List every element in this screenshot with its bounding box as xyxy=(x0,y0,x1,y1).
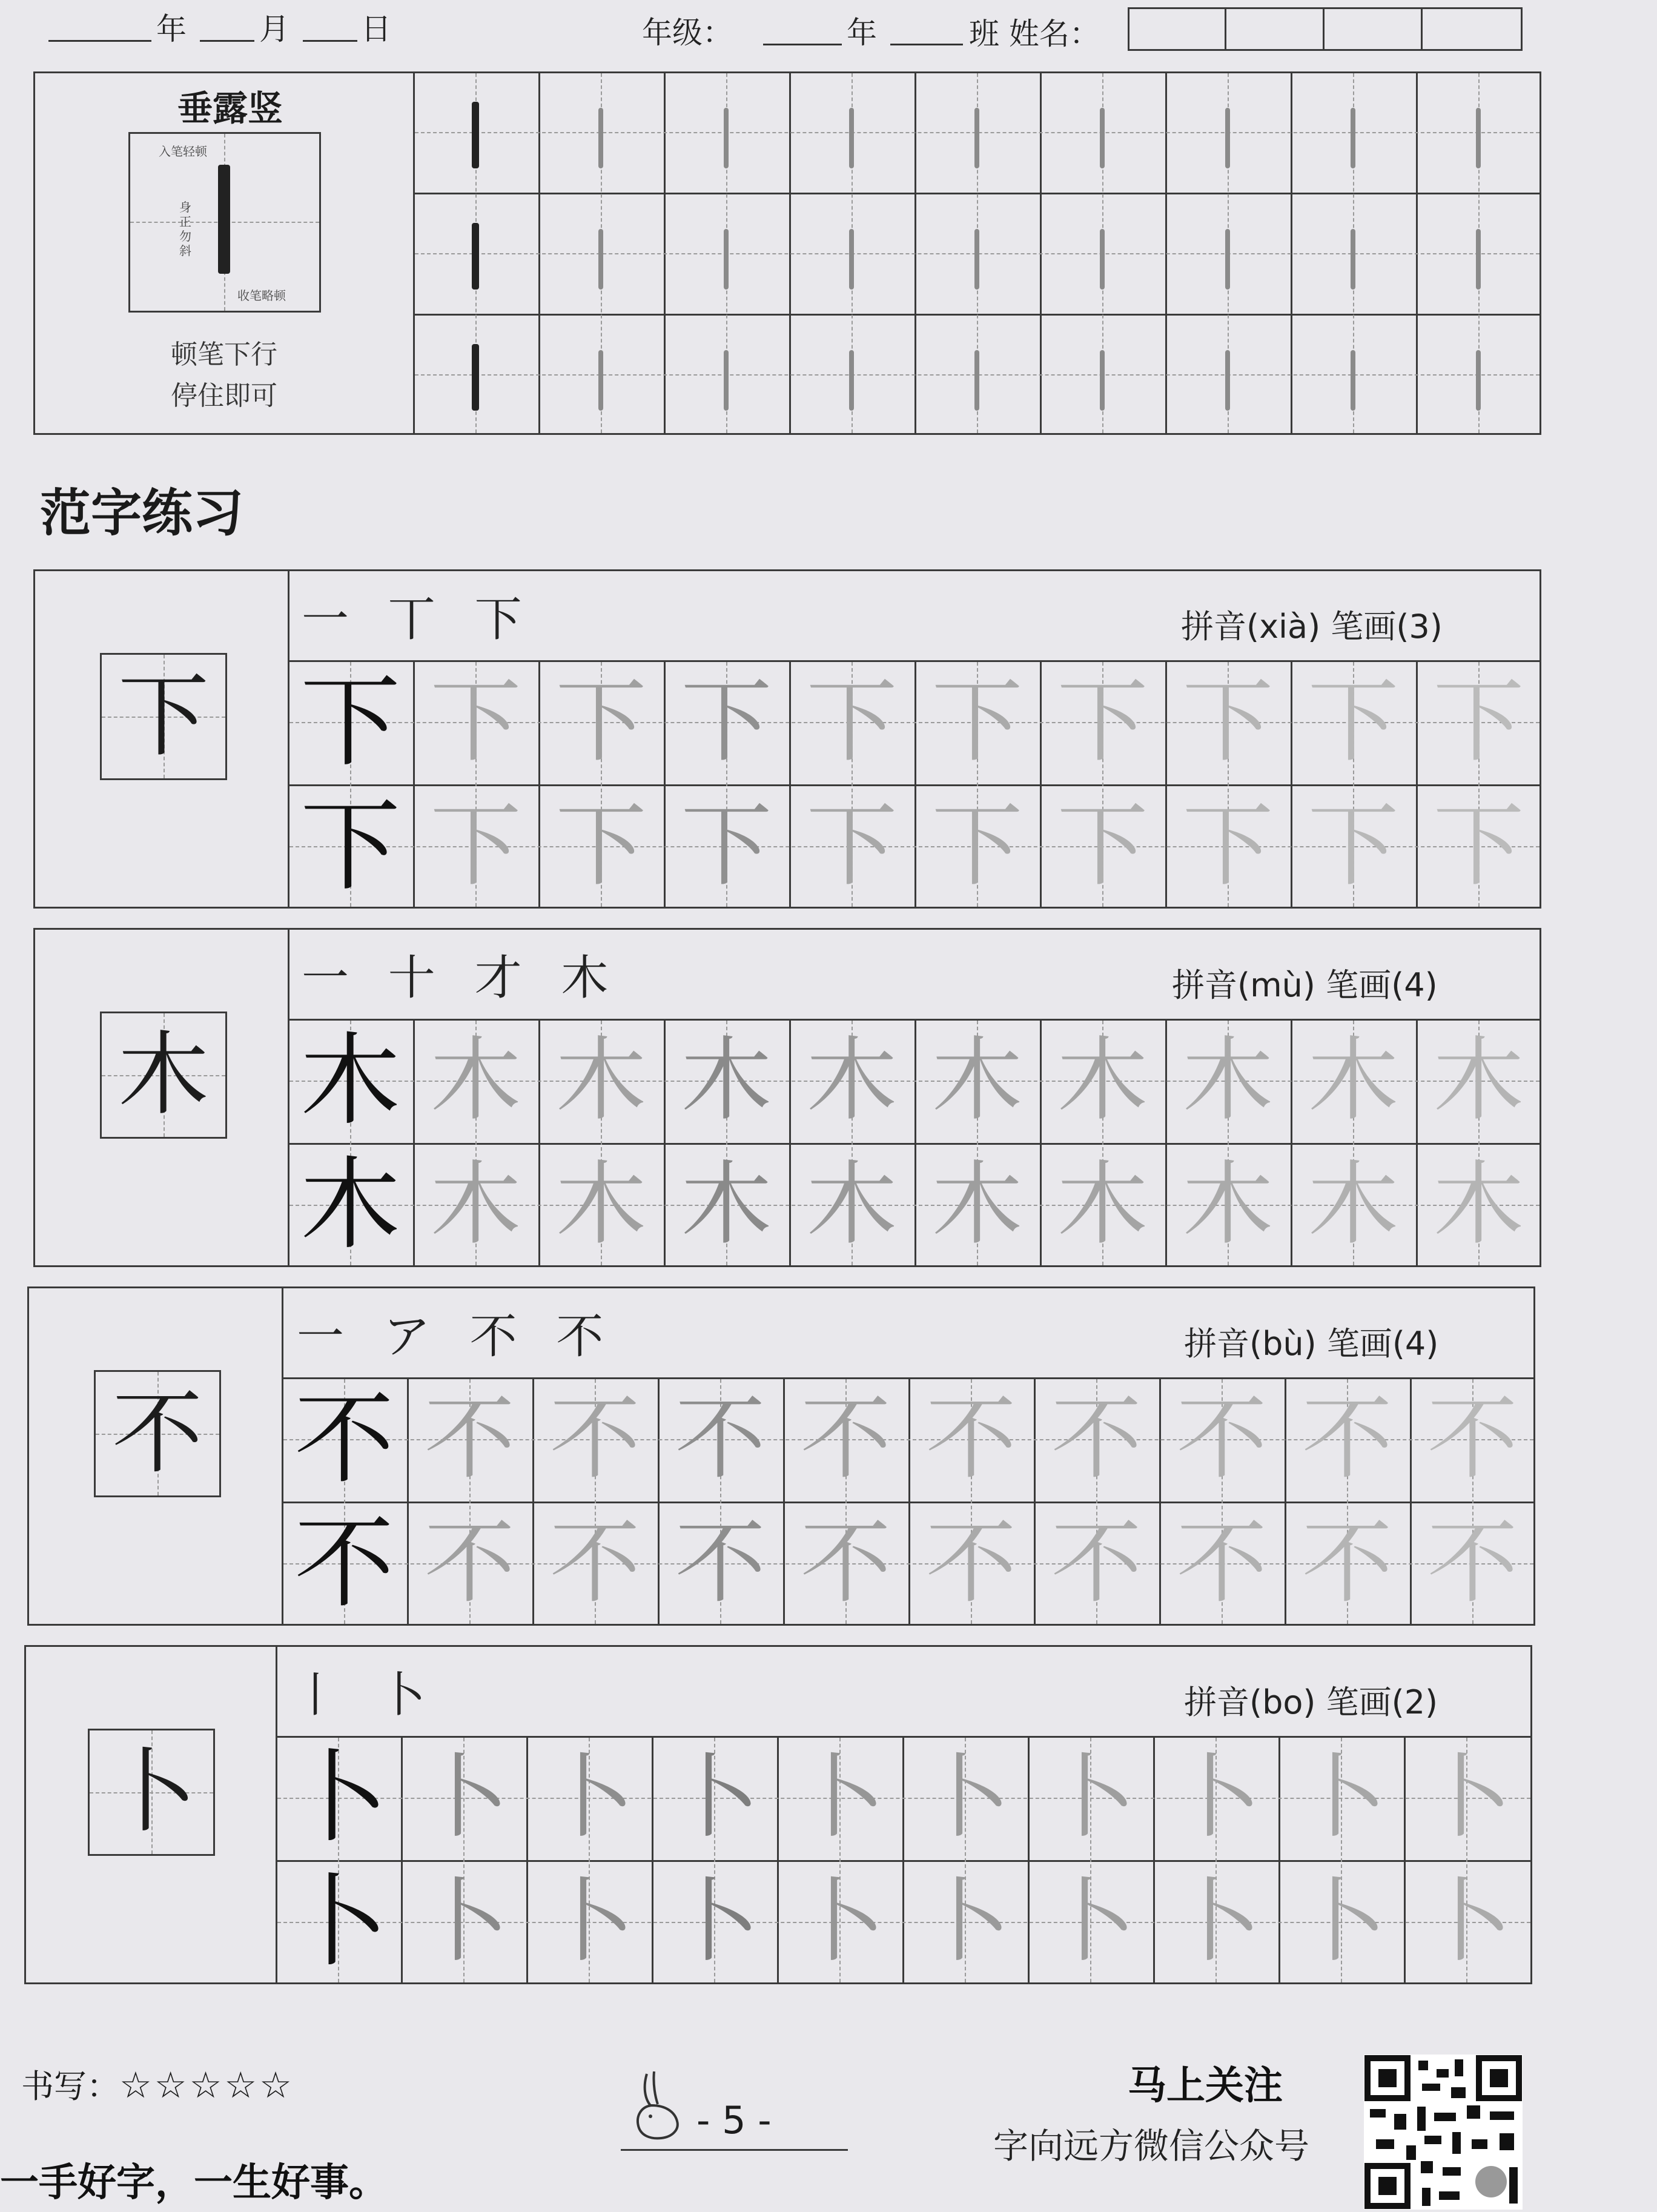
month-label: 月 xyxy=(259,12,289,47)
traced-char: 不 xyxy=(549,1386,641,1492)
pencil-stroke xyxy=(849,350,854,411)
traced-char: 下 xyxy=(555,793,647,899)
traced-char: 木 xyxy=(1433,1028,1524,1133)
pencil-stroke xyxy=(1351,108,1355,168)
pencil-stroke xyxy=(849,229,854,290)
traced-char: 不 xyxy=(1427,1511,1518,1616)
stroke-count-label: 笔画 xyxy=(1326,1325,1392,1363)
model-char: 木 xyxy=(300,1147,400,1263)
traced-char: 不 xyxy=(925,1386,1017,1492)
traced-char: 不 xyxy=(675,1511,766,1616)
traced-char: 卜 xyxy=(1170,1869,1262,1975)
traced-char: 卜 xyxy=(794,1869,885,1975)
traced-char: 木 xyxy=(681,1152,772,1257)
pinyin-label: 拼音 xyxy=(1172,966,1237,1004)
pencil-stroke xyxy=(1225,108,1230,168)
traced-char: 下 xyxy=(1057,793,1148,899)
grade-label: 年级： xyxy=(642,15,733,50)
pencil-stroke xyxy=(1476,108,1481,168)
stroke-count-label: 笔画 xyxy=(1326,1683,1392,1721)
traced-char: 木 xyxy=(1057,1028,1148,1133)
traced-char: 卜 xyxy=(543,1745,635,1850)
model-char: 不 xyxy=(111,1381,203,1486)
diagram-note: 收笔略顿 xyxy=(237,288,286,303)
traced-char: 下 xyxy=(430,669,521,775)
diagram-note: 入笔轻顿 xyxy=(159,144,207,159)
traced-char: 不 xyxy=(1051,1511,1142,1616)
pencil-stroke xyxy=(1225,350,1230,411)
pencil-stroke xyxy=(974,350,979,411)
year-blank[interactable] xyxy=(48,10,151,42)
traced-char: 木 xyxy=(555,1152,647,1257)
traced-char: 木 xyxy=(1182,1028,1274,1133)
stroke-count-value: (2) xyxy=(1391,1683,1438,1721)
traced-char: 不 xyxy=(1051,1386,1142,1492)
traced-char: 卜 xyxy=(418,1745,509,1850)
pencil-stroke xyxy=(724,229,729,290)
pencil-stroke xyxy=(974,108,979,168)
traced-char: 不 xyxy=(1301,1386,1393,1492)
traced-char: 下 xyxy=(1182,669,1274,775)
grade-blank[interactable] xyxy=(763,13,842,45)
traced-char: 木 xyxy=(681,1028,772,1133)
traced-char: 下 xyxy=(806,669,898,775)
traced-char: 卜 xyxy=(1295,1869,1387,1975)
stroke-order: 一 十 才 木 xyxy=(302,951,621,1005)
traced-char: 木 xyxy=(1057,1152,1148,1257)
traced-char: 不 xyxy=(1176,1511,1268,1616)
traced-char: 木 xyxy=(1308,1028,1399,1133)
stroke-order: 一 丅 下 xyxy=(302,592,534,647)
pencil-stroke xyxy=(974,229,979,290)
pencil-stroke xyxy=(598,108,603,168)
pinyin-value: (xià) xyxy=(1246,608,1321,646)
stroke-order: 丨 卜 xyxy=(292,1668,438,1723)
traced-char: 卜 xyxy=(919,1869,1011,1975)
traced-char: 不 xyxy=(424,1386,515,1492)
traced-char: 木 xyxy=(1182,1152,1274,1257)
traced-char: 木 xyxy=(1433,1152,1524,1257)
traced-char: 下 xyxy=(430,793,521,899)
traced-char: 下 xyxy=(931,793,1023,899)
model-char: 木 xyxy=(117,1022,209,1128)
pinyin-info xyxy=(1184,1318,1438,1365)
day-blank[interactable] xyxy=(303,10,357,42)
traced-char: 不 xyxy=(1427,1386,1518,1492)
pencil-stroke xyxy=(598,229,603,290)
stroke-count-label: 笔画 xyxy=(1326,966,1392,1004)
traced-char: 下 xyxy=(1308,793,1399,899)
pencil-stroke xyxy=(1100,108,1105,168)
traced-char: 木 xyxy=(555,1028,647,1133)
pencil-stroke xyxy=(1351,350,1355,411)
pinyin-label: 拼音 xyxy=(1184,1683,1249,1721)
pencil-stroke xyxy=(1225,229,1230,290)
traced-char: 卜 xyxy=(669,1745,760,1850)
pinyin-value: (bù) xyxy=(1249,1325,1317,1363)
traced-char: 不 xyxy=(1301,1511,1393,1616)
traced-char: 不 xyxy=(675,1386,766,1492)
section-title: 范字练习 xyxy=(40,483,244,543)
follow-subtitle: 字向远方微信公众号 xyxy=(993,2125,1310,2167)
model-char: 卜 xyxy=(288,1740,388,1856)
traced-char: 木 xyxy=(931,1152,1023,1257)
traced-char: 下 xyxy=(681,669,772,775)
class-blank[interactable] xyxy=(890,13,963,45)
traced-char: 卜 xyxy=(1421,1869,1512,1975)
pinyin-info xyxy=(1184,1677,1438,1723)
pinyin-info xyxy=(1172,959,1438,1006)
traced-char: 木 xyxy=(806,1152,898,1257)
traced-char: 卜 xyxy=(1170,1745,1262,1850)
stroke-count-label: 笔画 xyxy=(1331,608,1397,646)
pencil-stroke xyxy=(1100,229,1105,290)
traced-char: 下 xyxy=(1308,669,1399,775)
model-stroke xyxy=(472,223,479,290)
traced-char: 卜 xyxy=(669,1869,760,1975)
stroke-count-value: (4) xyxy=(1392,1325,1439,1363)
stroke-count-value: (3) xyxy=(1396,608,1443,646)
name-box-divider xyxy=(1323,7,1325,51)
model-stroke xyxy=(472,102,479,168)
day-label: 日 xyxy=(361,12,391,47)
pencil-stroke xyxy=(724,108,729,168)
traced-char: 不 xyxy=(800,1511,891,1616)
pinyin-label: 拼音 xyxy=(1181,608,1246,646)
pinyin-value: (mù) xyxy=(1237,966,1315,1004)
model-char: 不 xyxy=(294,1505,394,1621)
traced-char: 卜 xyxy=(1045,1745,1136,1850)
page-number-underline xyxy=(621,2149,848,2151)
traced-char: 卜 xyxy=(418,1869,509,1975)
traced-char: 下 xyxy=(1182,793,1274,899)
name-box-divider xyxy=(1225,7,1226,51)
traced-char: 不 xyxy=(925,1511,1017,1616)
traced-char: 卜 xyxy=(919,1745,1011,1850)
traced-char: 卜 xyxy=(543,1869,635,1975)
model-stroke xyxy=(472,344,479,411)
pencil-stroke xyxy=(1351,229,1355,290)
traced-char: 下 xyxy=(555,669,647,775)
traced-char: 下 xyxy=(806,793,898,899)
model-char: 下 xyxy=(300,788,400,904)
traced-char: 卜 xyxy=(1045,1869,1136,1975)
traced-char: 木 xyxy=(430,1028,521,1133)
pinyin-info xyxy=(1181,601,1443,647)
pencil-stroke xyxy=(1100,350,1105,411)
traced-char: 下 xyxy=(1057,669,1148,775)
traced-char: 木 xyxy=(1308,1152,1399,1257)
traced-char: 下 xyxy=(1433,793,1524,899)
diagram-note: 身正勿斜 xyxy=(179,200,191,258)
name-boxes[interactable] xyxy=(1128,7,1523,51)
page-number: - 5 - xyxy=(696,2098,772,2142)
traced-char: 不 xyxy=(1176,1386,1268,1492)
model-char: 卜 xyxy=(288,1864,388,1980)
pinyin-value: (bo) xyxy=(1249,1683,1316,1721)
traced-char: 卜 xyxy=(794,1745,885,1850)
traced-char: 卜 xyxy=(1421,1745,1512,1850)
grade-unit: 年 xyxy=(847,15,877,50)
pencil-stroke xyxy=(849,108,854,168)
rating-stars[interactable]: ☆☆☆☆☆ xyxy=(119,2064,294,2107)
model-char: 下 xyxy=(300,664,400,780)
traced-char: 下 xyxy=(1433,669,1524,775)
rabbit-icon xyxy=(630,2068,684,2147)
pencil-stroke xyxy=(1476,350,1481,411)
pencil-stroke xyxy=(598,350,603,411)
traced-char: 木 xyxy=(806,1028,898,1133)
model-char: 木 xyxy=(300,1022,400,1139)
month-blank[interactable] xyxy=(200,10,254,42)
traced-char: 下 xyxy=(681,793,772,899)
stroke-count-value: (4) xyxy=(1391,966,1438,1004)
traced-char: 木 xyxy=(430,1152,521,1257)
slogan: 一手好字，一生好事。 xyxy=(0,2161,388,2205)
traced-char: 木 xyxy=(931,1028,1023,1133)
traced-char: 不 xyxy=(800,1386,891,1492)
class-name-label: 班 姓名： xyxy=(969,16,1100,51)
pencil-stroke xyxy=(1476,229,1481,290)
traced-char: 不 xyxy=(424,1511,515,1616)
traced-char: 卜 xyxy=(1295,1745,1387,1850)
stroke-tip-line1: 顿笔下行 xyxy=(171,339,277,370)
stroke-order: 一 ア 不 不 xyxy=(297,1310,616,1364)
traced-char: 不 xyxy=(549,1511,641,1616)
follow-title: 马上关注 xyxy=(1128,2064,1283,2108)
name-box-divider xyxy=(1421,7,1423,51)
model-char: 卜 xyxy=(105,1740,197,1845)
pinyin-label: 拼音 xyxy=(1184,1325,1249,1363)
year-label: 年 xyxy=(156,12,187,47)
vertical-stroke-icon xyxy=(218,165,230,274)
rating-label: 书写： xyxy=(21,2067,119,2105)
model-char: 下 xyxy=(117,664,209,769)
traced-char: 下 xyxy=(931,669,1023,775)
qr-code-icon[interactable] xyxy=(1364,2055,1523,2210)
pencil-stroke xyxy=(724,350,729,411)
writing-rating xyxy=(21,2061,294,2107)
stroke-tip-line2: 停住即可 xyxy=(171,380,277,411)
stroke-title: 垂露竖 xyxy=(177,88,283,129)
model-char: 不 xyxy=(294,1381,394,1497)
